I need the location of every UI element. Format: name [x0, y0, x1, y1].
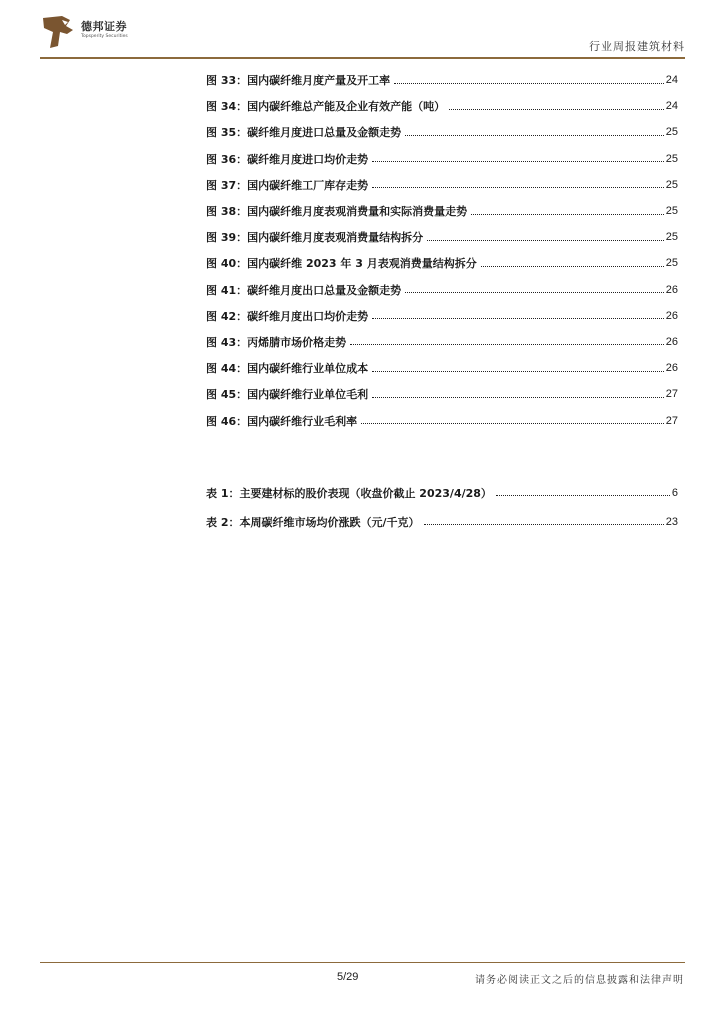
- dot-leader: [372, 318, 664, 319]
- toc-entry-label: 表 2：本周碳纤维市场均价涨跌（元/千克）: [206, 515, 420, 529]
- toc-entry-page: 27: [665, 414, 678, 427]
- toc-entry-label: 图 40：国内碳纤维 2023 年 3 月表观消费量结构拆分: [206, 257, 477, 271]
- toc-entry-label: 图 43：丙烯腈市场价格走势: [206, 335, 347, 349]
- toc-entry-label: 图 41：碳纤维月度出口总量及金额走势: [206, 283, 402, 297]
- toc-entry-page: 25: [665, 231, 678, 244]
- dot-leader: [471, 214, 664, 215]
- toc-entry[interactable]: [206, 478, 678, 507]
- toc-entry[interactable]: [206, 277, 678, 303]
- dot-leader: [449, 109, 664, 110]
- dot-leader: [424, 524, 664, 525]
- toc-entry-label: 图 37：国内碳纤维工厂库存走势: [206, 178, 369, 192]
- toc-entry-page: 25: [665, 126, 678, 139]
- toc-entry[interactable]: [206, 381, 678, 407]
- toc-entry-label: 表 1：主要建材标的股价表现（收盘价截止 2023/4/28）: [206, 486, 492, 500]
- toc-entry-page: 25: [665, 205, 678, 218]
- toc-entry-label: 图 34：国内碳纤维总产能及企业有效产能（吨）: [206, 100, 446, 114]
- toc-entry-page: 25: [665, 152, 678, 165]
- toc-entry-label: 图 36：碳纤维月度进口均价走势: [206, 152, 369, 166]
- toc-entry[interactable]: [206, 119, 678, 145]
- dot-leader: [372, 397, 664, 398]
- dot-leader: [427, 240, 664, 241]
- toc-entry[interactable]: [206, 146, 678, 172]
- logo-mark-icon: [40, 12, 76, 50]
- toc-entry-page: 24: [665, 100, 678, 113]
- dot-leader: [350, 344, 664, 345]
- toc-entry-label: 图 45：国内碳纤维行业单位毛利: [206, 388, 369, 402]
- toc-entry-page: 25: [665, 178, 678, 191]
- toc-entry-page: 6: [671, 486, 678, 499]
- dot-leader: [361, 423, 664, 424]
- company-name: 德邦证券: [81, 20, 127, 33]
- page-header: [40, 12, 685, 58]
- toc-entry-label: 图 33：国内碳纤维月度产量及开工率: [206, 74, 391, 88]
- toc-entry[interactable]: [206, 224, 678, 250]
- toc-entry-label: 图 35：碳纤维月度进口总量及金额走势: [206, 126, 402, 140]
- header-divider: [40, 57, 685, 59]
- report-type: 行业周报建筑材料: [589, 40, 685, 53]
- toc-entry[interactable]: [206, 93, 678, 119]
- toc-entry[interactable]: [206, 250, 678, 276]
- table-list: [206, 478, 678, 536]
- toc-entry[interactable]: [206, 172, 678, 198]
- toc-entry-page: 23: [665, 515, 678, 528]
- footer-disclaimer: 请务必阅读正文之后的信息披露和法律声明: [475, 975, 684, 986]
- toc-entry[interactable]: [206, 198, 678, 224]
- toc-entry-page: 27: [665, 388, 678, 401]
- dot-leader: [481, 266, 664, 267]
- toc-entry-page: 24: [665, 74, 678, 87]
- dot-leader: [372, 371, 664, 372]
- company-logo: [40, 12, 170, 54]
- toc-entry[interactable]: [206, 355, 678, 381]
- toc-entry[interactable]: [206, 329, 678, 355]
- dot-leader: [394, 83, 664, 84]
- toc-entry-label: 图 38：国内碳纤维月度表观消费量和实际消费量走势: [206, 205, 468, 219]
- toc-entry-label: 图 42：碳纤维月度出口均价走势: [206, 309, 369, 323]
- dot-leader: [405, 292, 664, 293]
- page-number: 5/29: [337, 971, 359, 983]
- figure-list: [206, 67, 678, 434]
- toc-entry[interactable]: [206, 303, 678, 329]
- toc-entry-label: 图 44：国内碳纤维行业单位成本: [206, 362, 369, 376]
- toc-entry-page: 26: [665, 309, 678, 322]
- dot-leader: [496, 495, 670, 496]
- footer-divider: [40, 962, 685, 963]
- dot-leader: [372, 161, 664, 162]
- dot-leader: [405, 135, 664, 136]
- toc-entry-page: 26: [665, 335, 678, 348]
- dot-leader: [372, 187, 664, 188]
- toc-entry-label: 图 46：国内碳纤维行业毛利率: [206, 414, 358, 428]
- toc-entry-page: 25: [665, 257, 678, 270]
- toc-entry[interactable]: [206, 407, 678, 433]
- toc-entry-page: 26: [665, 362, 678, 375]
- toc-entry[interactable]: [206, 67, 678, 93]
- toc-entry-page: 26: [665, 283, 678, 296]
- toc-entry-label: 图 39：国内碳纤维月度表观消费量结构拆分: [206, 231, 424, 245]
- toc-entry[interactable]: [206, 507, 678, 536]
- company-subtitle: Topsperity Securities: [81, 34, 128, 39]
